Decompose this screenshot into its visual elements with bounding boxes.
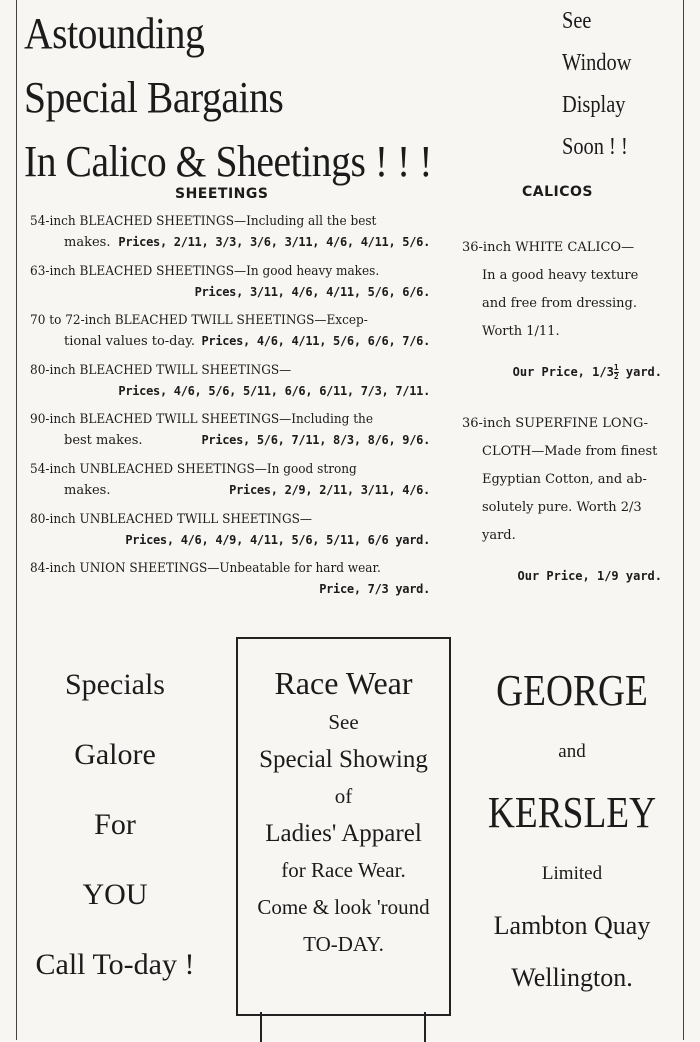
specials-line: Call To-day ! [35, 948, 195, 981]
right-border-rule [683, 0, 684, 1040]
sheeting-item [30, 410, 430, 451]
specials-line: For [94, 808, 136, 841]
calico-line: 36-inch SUPERFINE LONG- [462, 416, 648, 431]
sheeting-item [30, 559, 430, 599]
item-price: Prices, 2/11, 3/3, 3/6, 3/11, 4/6, 4/11, 5/6. [118, 235, 430, 249]
item-description: 84-inch UNION SHEETINGS—Unbeatable for hard wear. [30, 561, 381, 576]
race-wear-line: of [334, 784, 353, 808]
item-price: Prices, 5/6, 7/11, 8/3, 8/6, 9/6. [201, 433, 430, 447]
store-name-block [466, 663, 678, 993]
sheeting-item [30, 510, 430, 550]
item-description: 80-inch BLEACHED TWILL SHEETINGS— [30, 363, 292, 378]
sheeting-item [30, 262, 430, 302]
race-wear-line: Special Showing [259, 746, 428, 773]
calico-line: Worth 1/11. [482, 324, 560, 339]
headline [24, 2, 432, 194]
specials-line: YOU [82, 878, 148, 911]
specials-line: Galore [74, 738, 156, 771]
race-wear-line: See [328, 710, 359, 734]
see-window-line: Display [562, 92, 626, 118]
calico-item-white [462, 234, 662, 386]
store-limited: Limited [541, 863, 603, 884]
see-window-line: Soon ! ! [562, 134, 628, 160]
item-description: 54-inch BLEACHED SHEETINGS—Including all the best [30, 214, 377, 229]
specials-column [20, 668, 210, 982]
item-price: Prices, 4/6, 5/6, 5/11, 6/6, 6/11, 7/3, 7/11. [118, 384, 430, 398]
fraction-denominator: 2 [613, 372, 619, 381]
calico-line: 36-inch WHITE CALICO— [462, 240, 635, 255]
calico-line: yard. [482, 528, 516, 543]
calico-line: solutely pure. Worth 2/3 [482, 500, 642, 515]
see-window-line: See [562, 8, 592, 34]
sheeting-item [30, 212, 430, 253]
calico-line: In a good heavy texture [482, 268, 639, 283]
item-description: 90-inch BLEACHED TWILL SHEETINGS—Including the [30, 412, 374, 427]
price-unit: yard. [618, 365, 662, 379]
item-price: Prices, 4/6, 4/9, 4/11, 5/6, 5/11, 6/6 yard. [125, 533, 430, 547]
item-price: Prices, 3/11, 4/6, 4/11, 5/6, 6/6. [194, 285, 430, 299]
see-window-line: Window [562, 50, 632, 76]
race-wear-box [236, 637, 451, 1016]
race-wear-title: Race Wear [274, 665, 413, 701]
see-window-notice [562, 0, 656, 168]
item-price: Prices, 2/9, 2/11, 3/11, 4/6. [229, 483, 430, 497]
price-text: Our Price, 1/3 [512, 365, 614, 379]
item-price: Prices, 4/6, 4/11, 5/6, 6/6, 7/6. [201, 334, 430, 348]
item-continuation: makes. [64, 483, 111, 498]
headline-line: Astounding [24, 9, 205, 58]
race-wear-line: TO-DAY. [303, 932, 384, 956]
calico-price: Our Price, 1/9 yard. [517, 569, 662, 583]
item-price: Price, 7/3 yard. [319, 582, 430, 596]
store-name-and: and [558, 741, 586, 762]
calico-line: Egyptian Cotton, and ab- [482, 472, 647, 487]
store-city: Wellington. [511, 963, 633, 992]
item-continuation: makes. [64, 235, 111, 250]
calico-line: CLOTH—Made from finest [482, 444, 658, 459]
headline-line: In Calico & Sheetings ! ! ! [24, 137, 432, 186]
race-wear-line: Come & look 'round [257, 895, 430, 919]
calico-price [462, 358, 662, 386]
sign-post [424, 1012, 426, 1042]
sheeting-item [30, 361, 430, 401]
store-name-george: GEORGE [496, 666, 648, 715]
sheetings-title: SHEETINGS [175, 186, 269, 202]
race-wear-body [238, 704, 449, 963]
sheetings-list [30, 212, 430, 608]
item-description: 70 to 72-inch BLEACHED TWILL SHEETINGS—Excep- [30, 313, 368, 328]
sheeting-item [30, 460, 430, 501]
race-wear-line: Ladies' Apparel [265, 820, 422, 847]
calico-item-longcloth [462, 410, 662, 590]
sign-post [260, 1012, 262, 1042]
item-description: 54-inch UNBLEACHED SHEETINGS—In good strong [30, 462, 357, 477]
race-wear-line: for Race Wear. [281, 858, 406, 882]
store-street: Lambton Quay [493, 911, 651, 940]
sheeting-item [30, 311, 430, 352]
item-description: 80-inch UNBLEACHED TWILL SHEETINGS— [30, 512, 313, 527]
item-continuation: tional values to-day. [64, 334, 196, 349]
left-border-rule [16, 0, 17, 1040]
headline-line: Special Bargains [24, 73, 284, 122]
specials-line: Specials [65, 668, 165, 701]
fraction-numerator: 1 [613, 363, 619, 372]
item-continuation: best makes. [64, 433, 143, 448]
item-description: 63-inch BLEACHED SHEETINGS—In good heavy makes. [30, 264, 380, 279]
calicos-title: CALICOS [522, 184, 593, 200]
store-name-kersley: KERSLEY [487, 788, 657, 837]
calico-line: and free from dressing. [482, 296, 637, 311]
